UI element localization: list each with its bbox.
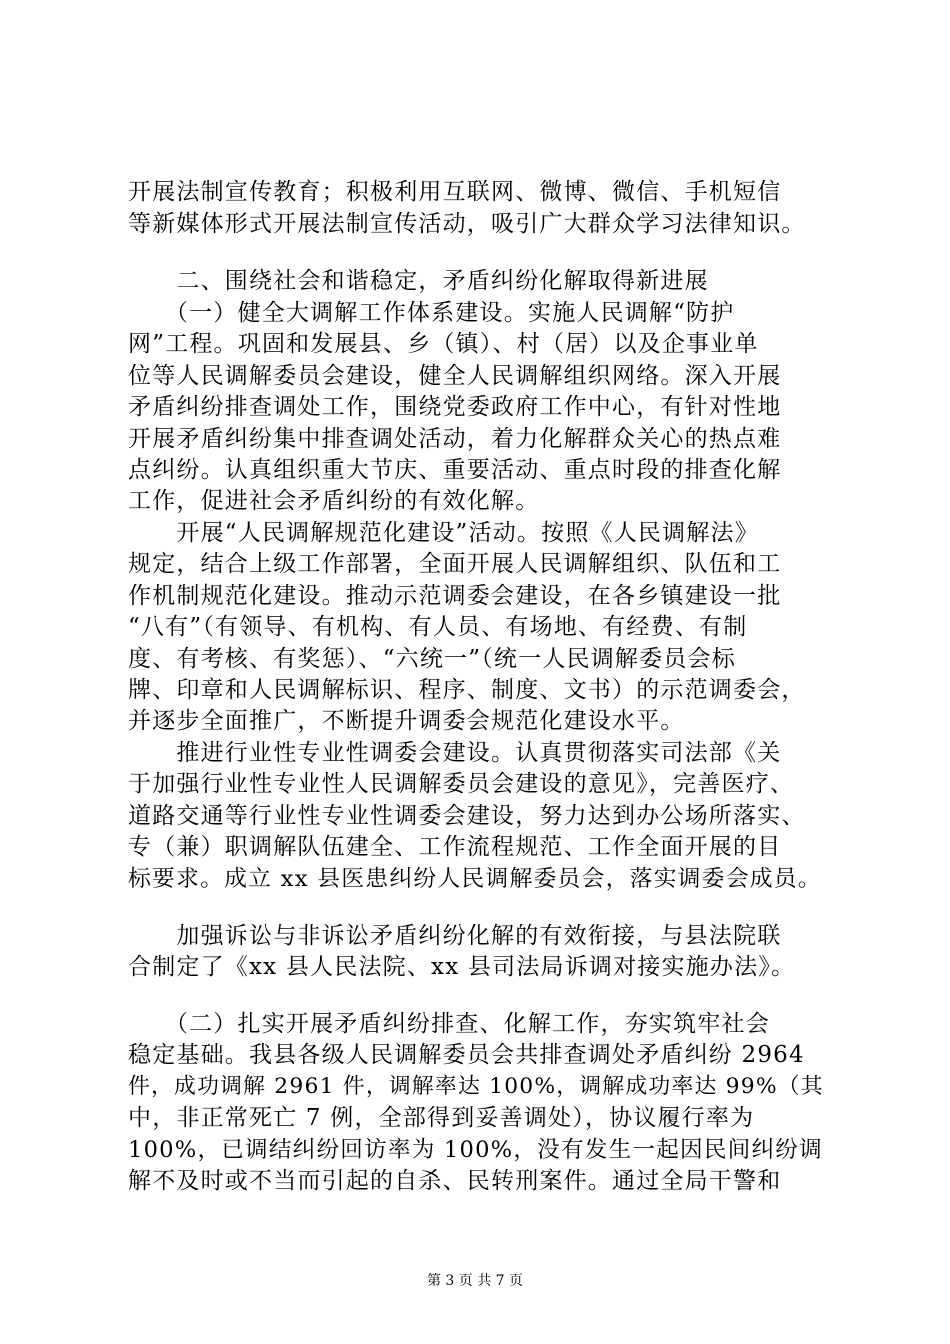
text-line: 位等人民调解委员会建设，健全人民调解组织网络。深入开展 <box>128 363 782 389</box>
text-line: 矛盾纠纷排查调处工作，围绕党委政府工作中心，有针对性地 <box>128 394 782 420</box>
text-line: 等新媒体形式开展法制宣传活动，吸引广大群众学习法律知识。 <box>128 211 806 237</box>
text-line: “八有”（有领导、有机构、有人员、有场地、有经费、有制 <box>128 614 748 640</box>
text-line: 100%，已调结纠纷回访率为 100%，没有发生一起因民间纠纷调 <box>128 1137 823 1163</box>
text-line: 加强诉讼与非诉讼矛盾纠纷化解的有效衔接，与县法院联 <box>128 923 782 949</box>
text-line: 点纠纷。认真组织重大节庆、重要活动、重点时段的排查化解 <box>128 457 782 483</box>
text-line: 件，成功调解 2961 件，调解率达 100%，调解成功率达 99%（其 <box>128 1074 824 1099</box>
text-line: 开展“人民调解规范化建设”活动。按照《人民调解法》 <box>128 520 759 546</box>
text-line: 稳定基础。我县各级人民调解委员会共排查调处矛盾纠纷 2964 <box>128 1042 805 1068</box>
text-line: 作机制规范化建设。推动示范调委会建设，在各乡镇建设一批 <box>128 583 782 609</box>
text-line: 牌、印章和人民调解标识、程序、制度、文书）的示范调委会， <box>128 677 806 703</box>
text-line: 度、有考核、有奖惩）、“六统一”（统一人民调解委员会标 <box>128 646 736 672</box>
text-line: （一）健全大调解工作体系建设。实施人民调解“防护 <box>128 300 735 326</box>
text-line: 并逐步全面推广，不断提升调委会规范化建设水平。 <box>128 708 685 734</box>
text-line: 开展矛盾纠纷集中排查调处活动，着力化解群众关心的热点难 <box>128 426 782 452</box>
text-line: 解不及时或不当而引起的自杀、民转刑案件。通过全局干警和 <box>128 1168 782 1194</box>
text-line: 标要求。成立 xx 县医患纠纷人民调解委员会，落实调委会成员。 <box>128 866 822 892</box>
text-line: 规定，结合上级工作部署，全面开展人民调解组织、队伍和工 <box>128 551 782 577</box>
section-heading: 二、围绕社会和谐稳定，矛盾纠纷化解取得新进展 <box>128 268 709 294</box>
text-line: 专（兼）职调解队伍建全、工作流程规范、工作全面开展的目 <box>128 834 782 860</box>
text-line: 开展法制宣传教育；积极利用互联网、微博、微信、手机短信 <box>128 179 782 205</box>
text-line: 中，非正常死亡 7 例，全部得到妥善调处），协议履行率为 <box>128 1105 755 1131</box>
text-line: 推进行业性专业性调委会建设。认真贯彻落实司法部《关 <box>128 740 782 766</box>
page-footer: 第 3 页 共 7 页 <box>426 1273 524 1289</box>
text-line: 道路交通等行业性专业性调委会建设，努力达到办公场所落实、 <box>128 803 806 829</box>
text-line: （二）扎实开展矛盾纠纷排查、化解工作，夯实筑牢社会 <box>128 1011 770 1037</box>
text-line: 网”工程。巩固和发展县、乡（镇）、村（居）以及企事业单 <box>128 331 759 357</box>
text-line: 于加强行业性专业性人民调解委员会建设的意见》，完善医疗、 <box>128 771 795 797</box>
text-line: 合制定了《xx 县人民法院、xx 县司法局诉调对接实施办法》。 <box>128 954 796 980</box>
text-line: 工作，促进社会矛盾纠纷的有效化解。 <box>128 488 540 514</box>
